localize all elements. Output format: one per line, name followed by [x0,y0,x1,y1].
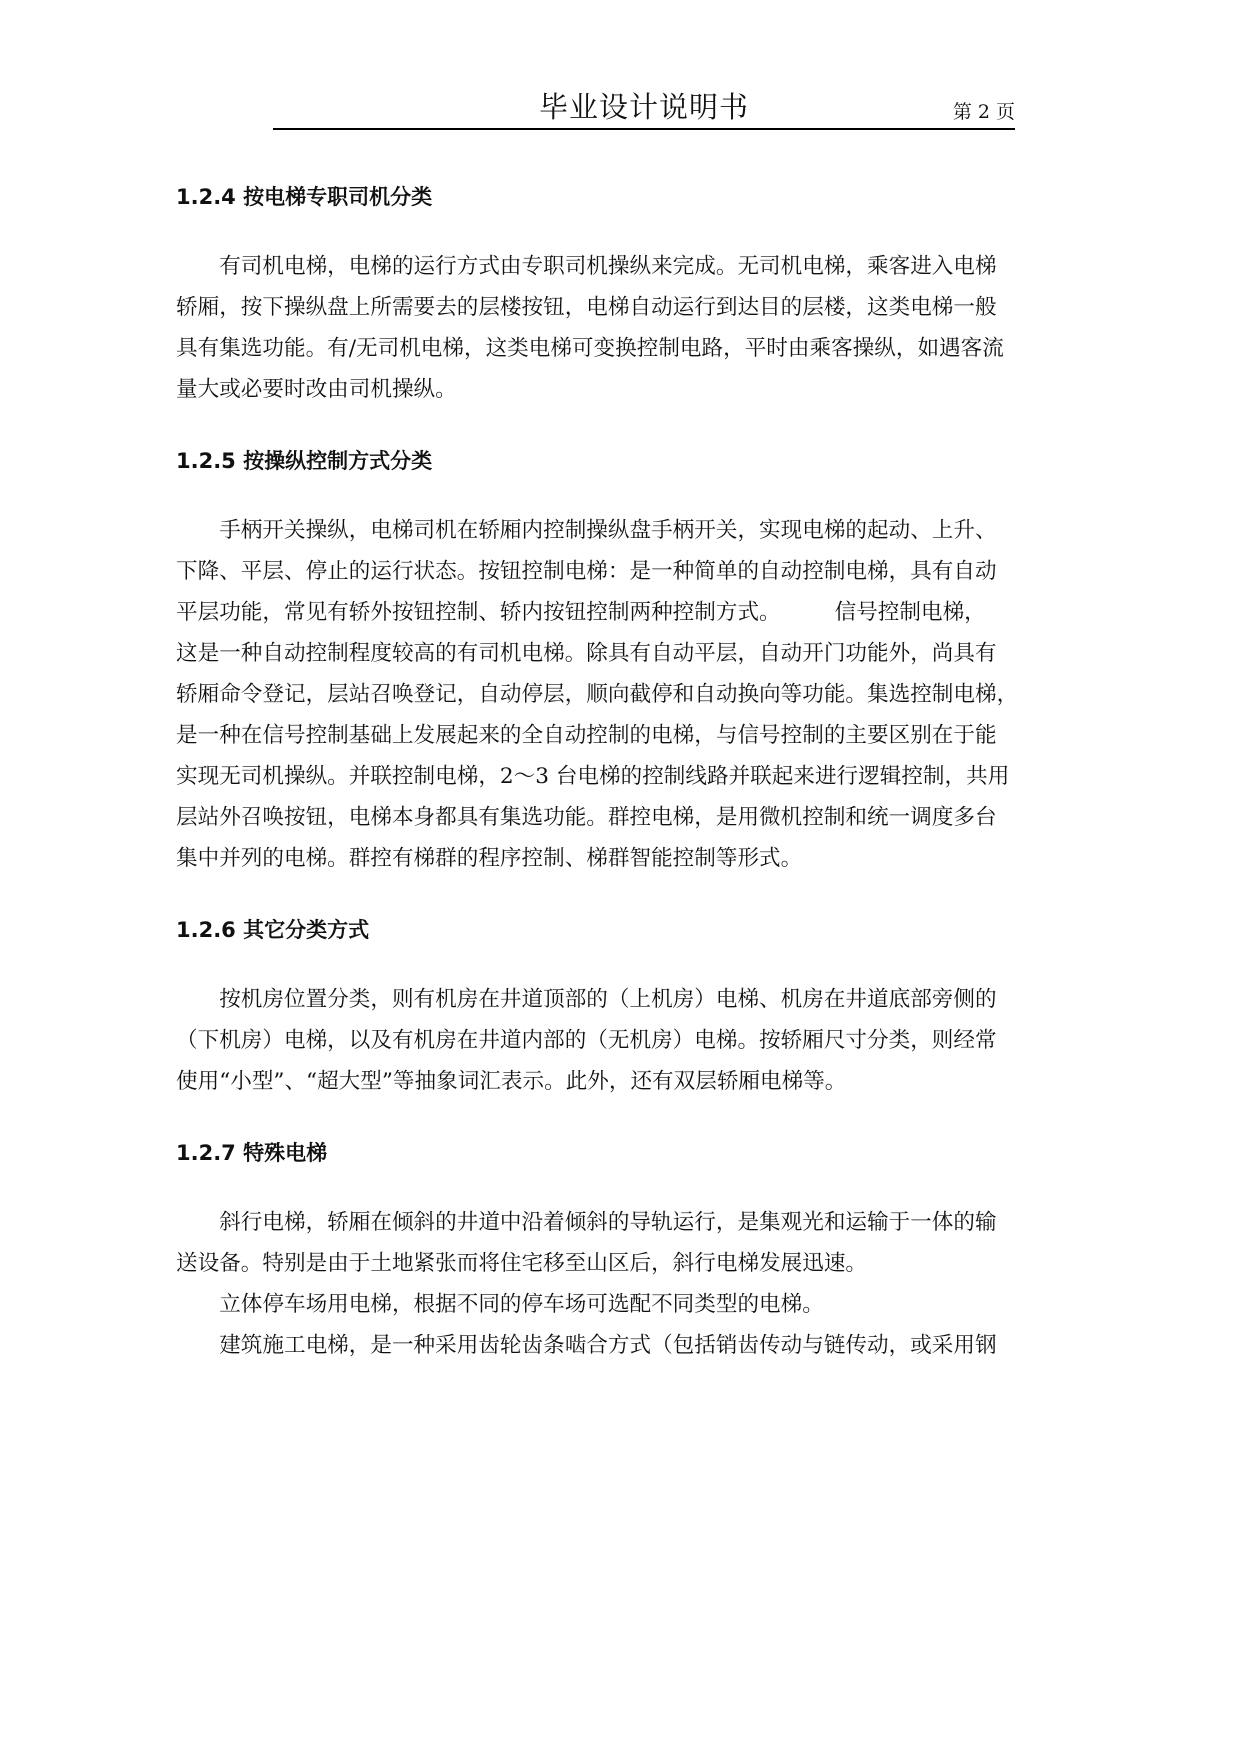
paragraph [176,246,1116,410]
text-line: 具有集选功能。有/无司机电梯，这类电梯可变换控制电路，平时由乘客操纵，如遇客流 [176,336,1004,361]
text-line: 有司机电梯，电梯的运行方式由专职司机操纵来完成。无司机电梯，乘客进入电梯 [219,254,997,279]
text-line: 手柄开关操纵，电梯司机在轿厢内控制操纵盘手柄开关，实现电梯的起动、上升、 [219,518,997,543]
section-heading: 1.2.6 其它分类方式 [176,918,370,942]
paragraph [176,1202,1116,1284]
text-line: 这是一种自动控制程度较高的有司机电梯。除具有自动平层，自动开门功能外，尚具有 [176,641,997,666]
paragraph [176,1325,1116,1366]
text-line: 是一种在信号控制基础上发展起来的全自动控制的电梯，与信号控制的主要区别在于能 [176,723,997,748]
text-line: 立体停车场用电梯，根据不同的停车场可选配不同类型的电梯。 [219,1292,824,1317]
paragraph [176,510,1116,879]
text-line: 平层功能，常见有轿外按钮控制、轿内按钮控制两种控制方式。 信号控制电梯， [176,600,986,625]
text-line: 送设备。特别是由于土地紧张而将住宅移至山区后，斜行电梯发展迅速。 [176,1251,868,1276]
text-line: 下降、平层、停止的运行状态。按钮控制电梯：是一种简单的自动控制电梯，具有自动 [176,559,997,584]
text-line: 层站外召唤按钮，电梯本身都具有集选功能。群控电梯，是用微机控制和统一调度多台 [176,805,997,830]
text-line: 实现无司机操纵。并联控制电梯，2～3 台电梯的控制线路并联起来进行逻辑控制，共用 [176,764,1010,789]
text-line: 量大或必要时改由司机操纵。 [176,377,457,402]
text-line: 按机房位置分类，则有机房在井道顶部的（上机房）电梯、机房在井道底部旁侧的 [219,987,997,1012]
page-header [273,88,1015,130]
section-heading: 1.2.4 按电梯专职司机分类 [176,185,433,209]
document-body [176,182,1116,1366]
text-line: 轿厢命令登记，层站召唤登记，自动停层，顺向截停和自动换向等功能。集选控制电梯， [176,682,1019,707]
text-line: 斜行电梯，轿厢在倾斜的井道中沿着倾斜的导轨运行，是集观光和运输于一体的输 [219,1210,997,1235]
page-number: 第 2 页 [952,101,1015,123]
section-heading: 1.2.7 特殊电梯 [176,1141,328,1165]
paragraph [176,1284,1116,1325]
text-line: 使用“小型”、“超大型”等抽象词汇表示。此外，还有双层轿厢电梯等。 [176,1069,847,1094]
text-line: （下机房）电梯，以及有机房在井道内部的（无机房）电梯。按轿厢尺寸分类，则经常 [176,1028,997,1053]
text-line: 轿厢，按下操纵盘上所需要去的层楼按钮，电梯自动运行到达目的层楼，这类电梯一般 [176,295,997,320]
text-line: 建筑施工电梯，是一种采用齿轮齿条啮合方式（包括销齿传动与链传动，或采用钢 [219,1333,997,1358]
paragraph [176,979,1116,1102]
section-heading: 1.2.5 按操纵控制方式分类 [176,449,433,473]
header-title: 毕业设计说明书 [538,90,749,124]
text-line: 集中并列的电梯。群控有梯群的程序控制、梯群智能控制等形式。 [176,846,803,871]
